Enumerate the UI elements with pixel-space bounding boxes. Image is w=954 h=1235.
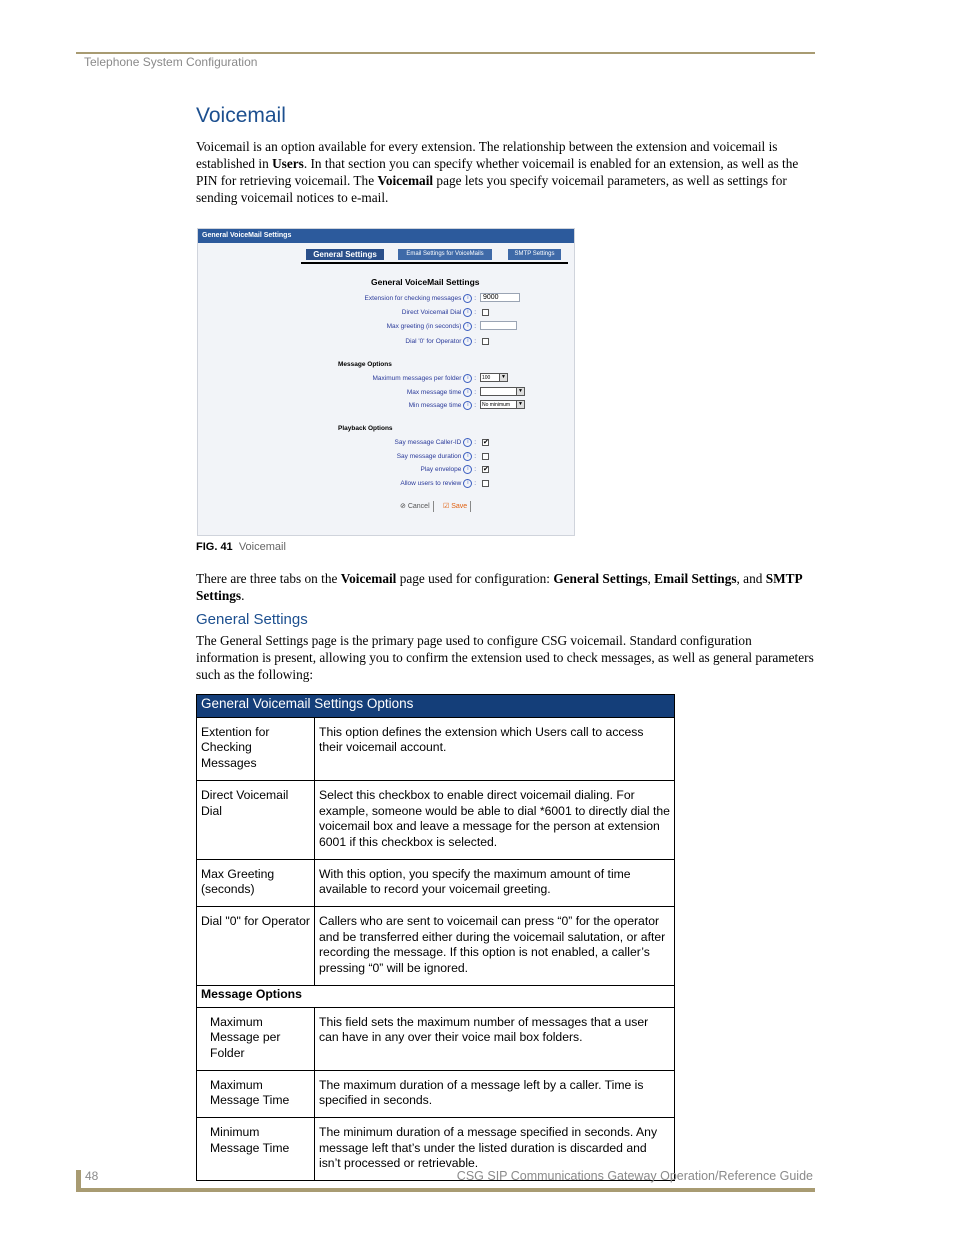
info-icon[interactable]: i: [463, 479, 472, 488]
info-icon[interactable]: i: [463, 452, 472, 461]
chevron-down-icon: ▼: [499, 374, 507, 381]
running-header: Telephone System Configuration: [84, 55, 258, 69]
cancel-icon: ⊘: [400, 503, 406, 510]
table-subheading: Message Options: [197, 985, 675, 1007]
message-options-heading: Message Options: [338, 361, 392, 368]
window-title-bar: General VoiceMail Settings: [198, 229, 574, 243]
field-label: Allow users to review: [400, 480, 462, 488]
direct-dial-checkbox[interactable]: [482, 309, 489, 316]
table-row: [197, 1070, 675, 1117]
max-message-time-select[interactable]: [480, 387, 525, 396]
cancel-button[interactable]: ⊘ Cancel: [400, 501, 434, 512]
say-duration-checkbox[interactable]: [482, 453, 489, 460]
voicemail-screenshot: General VoiceMail Settings General Settings Email Settings for VoiceMails SMTP Settings General VoiceMail Settings Extension for checking messages i : 9000 Direct Voicemail Dial i : Max greeting (in seconds) i : Dial '0' for Operator i : Message Options Maximum messages per folder i : 100 ▼ Max message time i : ▼ Min message time i : No minimum ▼ Playback Options Say message Caller-ID i : ✔ Say message duration i : Play envelope i : ✔ Allow users to review i : ⊘ Cancel ☑ Save: [197, 228, 575, 536]
tab-general-settings[interactable]: General Settings: [306, 249, 384, 260]
field-label: Dial '0' for Operator: [405, 338, 462, 346]
info-icon[interactable]: i: [463, 374, 472, 383]
field-label: Say message Caller-ID: [394, 439, 462, 447]
page-number: 48: [85, 1169, 99, 1183]
tab-email-settings[interactable]: Email Settings for VoiceMails: [398, 249, 492, 260]
settings-tabs: [301, 248, 568, 264]
info-icon[interactable]: i: [463, 308, 472, 317]
save-icon: ☑: [443, 503, 450, 510]
table-title: General Voicemail Settings Options: [197, 695, 675, 718]
allow-review-checkbox[interactable]: [482, 480, 489, 487]
figure-caption: FIG. 41 Voicemail: [196, 541, 286, 553]
info-icon[interactable]: i: [463, 388, 472, 397]
option-description: This field sets the maximum number of messages that a user can have in any over their voice mail box folders.: [315, 1007, 675, 1070]
table-row: [197, 717, 675, 780]
option-name: Dial "0" for Operator: [197, 907, 315, 986]
option-description: The minimum duration of a message specified in seconds. Any message left that’s under the listed duration is discarded and isn’t processed or retrievable.: [315, 1118, 675, 1181]
info-icon[interactable]: i: [463, 401, 472, 410]
save-button[interactable]: ☑ Save: [443, 501, 471, 512]
info-icon[interactable]: i: [463, 337, 472, 346]
option-name: Minimum Message Time: [197, 1118, 315, 1181]
page-title: Voicemail: [196, 104, 286, 127]
field-label: Max greeting (in seconds): [386, 323, 462, 331]
info-icon[interactable]: i: [463, 465, 472, 474]
table-subheading-row: [197, 985, 675, 1007]
play-envelope-checkbox[interactable]: ✔: [483, 466, 489, 473]
max-messages-select[interactable]: 100 ▼: [480, 373, 508, 382]
info-icon[interactable]: i: [463, 294, 472, 303]
min-message-time-select[interactable]: No minimum ▼: [480, 400, 525, 409]
section-heading: General Settings: [196, 611, 308, 628]
dial-zero-checkbox[interactable]: [482, 338, 489, 345]
chevron-down-icon: ▼: [516, 401, 524, 408]
table-row: [197, 1007, 675, 1070]
option-name: Maximum Message per Folder: [197, 1007, 315, 1070]
option-name: Max Greeting (seconds): [197, 859, 315, 906]
max-greeting-input[interactable]: [480, 321, 517, 330]
header-rule: [76, 52, 815, 54]
option-description: Select this checkbox to enable direct voicemail dialing. For example, someone would be able to dial *6001 to directly dial the voicemail box and leave a message for the person at extension 6001 if this checkbox is selected.: [315, 780, 675, 859]
table-row: [197, 780, 675, 859]
field-label: Say message duration: [396, 453, 462, 461]
field-label: Play envelope: [420, 466, 462, 474]
field-label: Min message time: [408, 402, 462, 410]
field-label: Maximum messages per folder: [372, 375, 462, 383]
option-description: Callers who are sent to voicemail can press “0” for the operator and be transferred either during the voicemail salutation, or after recording the message. If this option is not enabled, a caller’s pressing “0” will be ignored.: [315, 907, 675, 986]
extension-input[interactable]: 9000: [480, 293, 520, 302]
option-name: Extention for Checking Messages: [197, 717, 315, 780]
field-label: Direct Voicemail Dial: [401, 309, 462, 317]
field-label: Extension for checking messages: [364, 295, 462, 303]
table-row: [197, 907, 675, 986]
say-caller-id-checkbox[interactable]: ✔: [483, 439, 489, 446]
info-icon[interactable]: i: [463, 322, 472, 331]
tab-smtp-settings[interactable]: SMTP Settings: [508, 249, 561, 260]
option-description: The maximum duration of a message left by a caller. Time is specified in seconds.: [315, 1070, 675, 1117]
option-name: Maximum Message Time: [197, 1070, 315, 1117]
tabs-paragraph: There are three tabs on the Voicemail page used for configuration: General Settings, Email Settings, and SMTP Settings.: [196, 571, 802, 603]
option-description: With this option, you specify the maximum amount of time available to record your voicemail greeting.: [315, 859, 675, 906]
footer-title: CSG SIP Communications Gateway Operation/Reference Guide: [456, 1169, 813, 1183]
playback-options-heading: Playback Options: [338, 425, 393, 432]
info-icon[interactable]: i: [463, 438, 472, 447]
form-title: General VoiceMail Settings: [371, 277, 480, 287]
intro-paragraph: Voicemail is an option available for every extension. The relationship between the extension and voicemail is established in Users. In that section you can specify whether voicemail is enabled for an extension, as well as the PIN for retrieving voicemail. The Voicemail page lets you specify voicemail parameters, as well as settings for sending voicemail notices to e-mail.: [196, 139, 799, 205]
option-name: Direct Voicemail Dial: [197, 780, 315, 859]
option-description: This option defines the extension which Users call to access their voicemail account.: [315, 717, 675, 780]
chevron-down-icon: ▼: [516, 388, 524, 395]
footer-rule: [76, 1188, 815, 1192]
table-row: [197, 859, 675, 906]
field-label: Max message time: [406, 389, 462, 397]
options-table: [196, 694, 675, 1181]
general-settings-paragraph: The General Settings page is the primary page used to configure CSG voicemail. Standard configuration information is present, allowing you to confirm the extension used to check messages, as well as general parameters such as the following:: [196, 633, 814, 682]
